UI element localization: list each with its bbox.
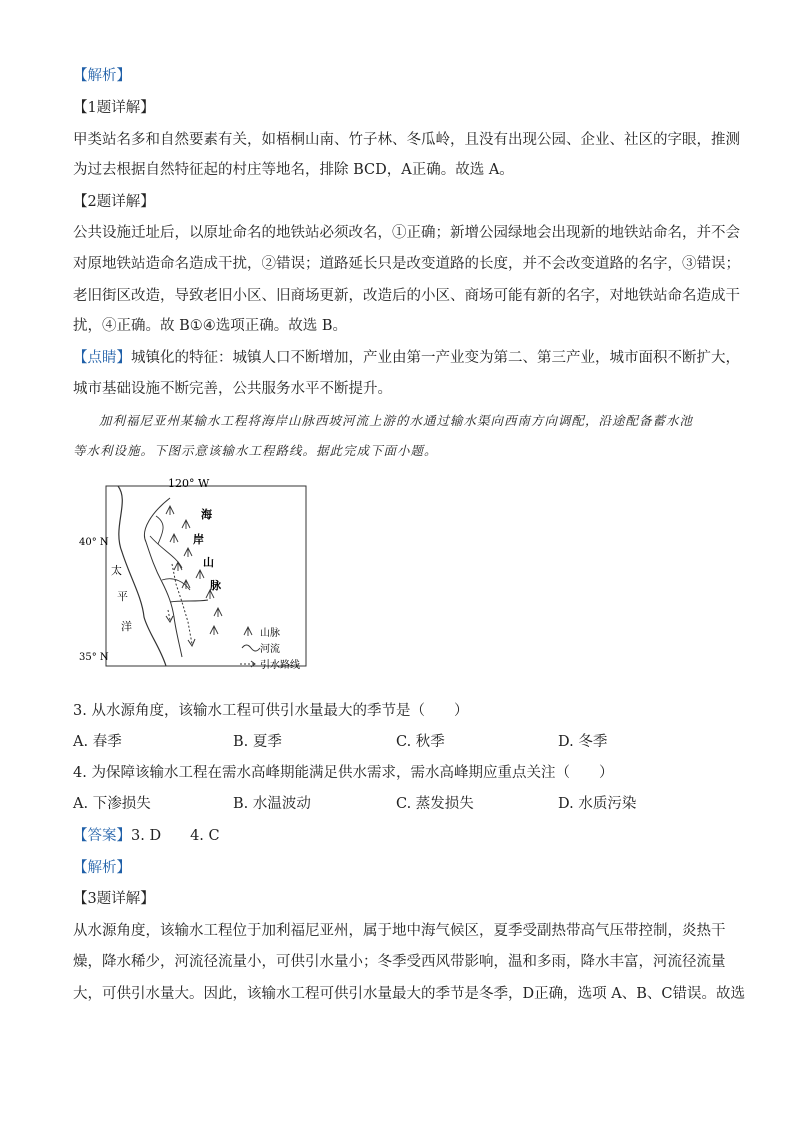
q3-detail-heading: 【3题详解】 — [73, 891, 155, 907]
ocean-label-char: 太 — [111, 564, 122, 577]
q3-option-d: D. 冬季 — [558, 734, 608, 750]
analysis-heading: 【解析】 — [73, 860, 131, 876]
tip-text: 城镇化的特征：城镇人口不断增加，产业由第一产业变为第二、第三产业，城市面积不断扩大， — [131, 350, 740, 366]
q3-option-b: B. 夏季 — [233, 734, 282, 750]
longitude-label: 120° W — [168, 477, 210, 490]
latitude-40-label: 40° N — [79, 537, 109, 548]
legend-mountain-label: 山脉 — [260, 628, 280, 639]
map-legend — [240, 626, 300, 671]
river — [156, 516, 163, 544]
mountain-symbols — [166, 506, 222, 635]
mountain-label-char: 岸 — [193, 533, 204, 546]
q3-detail-text: 从水源角度，该输水工程位于加利福尼亚州，属于地中海气候区，夏季受副热带高气压带控制，炎热干 — [73, 923, 726, 939]
tip-text: 城市基础设施不断完善，公共服务水平不断提升。 — [73, 381, 392, 397]
legend-river-label: 河流 — [260, 644, 280, 655]
intro-text: 加利福尼亚州某输水工程将海岸山脉西坡河流上游的水通过输水渠向西南方向调配，沿途配备蓄水池 — [99, 413, 694, 428]
q1-detail-text: 甲类站名多和自然要素有关，如梧桐山南、竹子林、冬瓜岭，且没有出现公园、企业、社区的字眼，推测 — [73, 132, 740, 148]
q4-option-b: B. 水温波动 — [233, 796, 311, 812]
q1-detail-heading: 【1题详解】 — [73, 100, 155, 116]
q2-detail-text: 公共设施迁址后，以原址命名的地铁站必须改名，①正确；新增公园绿地会出现新的地铁站命名，并不会 — [73, 225, 740, 241]
q2-detail-text: 对原地铁站造命名造成干扰，②错误；道路延长只是改变道路的长度，并不会改变道路的名字，③错误； — [73, 256, 740, 272]
q4-stem: 4. 为保障该输水工程在需水高峰期能满足供水需求，需水高峰期应重点关注（ ） — [73, 765, 614, 781]
q4-option-d: D. 水质污染 — [558, 796, 637, 812]
answer-heading: 【答案】 — [73, 828, 131, 844]
q2-detail-text: 老旧街区改造，导致老旧小区、旧商场更新，改造后的小区、商场可能有新的名字，对地铁站命名造成干 — [73, 288, 740, 304]
latitude-35-label: 35° N — [79, 652, 109, 663]
q3-detail-text: 燥，降水稀少，河流径流量小，可供引水量小；冬季受西风带影响，温和多雨，降水丰富，河流径流量 — [73, 954, 726, 970]
intro-text: 等水利设施。下图示意该输水工程路线。据此完成下面小题。 — [73, 443, 438, 458]
mountain-label-char: 山 — [203, 556, 214, 569]
water-diversion-route — [172, 564, 192, 644]
q2-detail-heading: 【2题详解】 — [73, 194, 155, 210]
q3-stem: 3. 从水源角度，该输水工程可供引水量最大的季节是（ ） — [73, 703, 469, 719]
legend-route-label: 引水路线 — [260, 660, 300, 671]
answer-line — [73, 826, 220, 846]
legend-mountain-icon — [244, 627, 252, 636]
q2-detail-text: 扰，④正确。故 B①④选项正确。故选 B。 — [73, 318, 348, 334]
q3-detail-text: 大，可供引水量大。因此，该输水工程可供引水量最大的季节是冬季，D正确，选项 A、B、C错误。故选 — [73, 986, 745, 1002]
water-diversion-route — [168, 610, 170, 620]
river — [170, 600, 208, 602]
legend-river-icon — [242, 645, 260, 651]
q1-detail-text: 为过去根据自然特征起的村庄等地名，排除 BCD，A正确。故选 A。 — [73, 162, 514, 178]
tip-line — [73, 348, 740, 368]
q3-option-a: A. 春季 — [73, 734, 122, 750]
tip-heading: 【点睛】 — [73, 350, 131, 366]
answer-text: 3. D 4. C — [131, 828, 220, 844]
ocean-label-char: 平 — [117, 590, 128, 603]
q4-option-a: A. 下渗损失 — [73, 796, 151, 812]
ocean-label-char: 洋 — [121, 620, 132, 633]
mountain-label-char: 脉 — [210, 579, 221, 592]
analysis-heading: 【解析】 — [73, 68, 131, 84]
mountain-label-char: 海 — [201, 508, 212, 521]
q4-option-c: C. 蒸发损失 — [396, 796, 474, 812]
water-transfer-map — [70, 472, 330, 690]
q3-option-c: C. 秋季 — [396, 734, 445, 750]
